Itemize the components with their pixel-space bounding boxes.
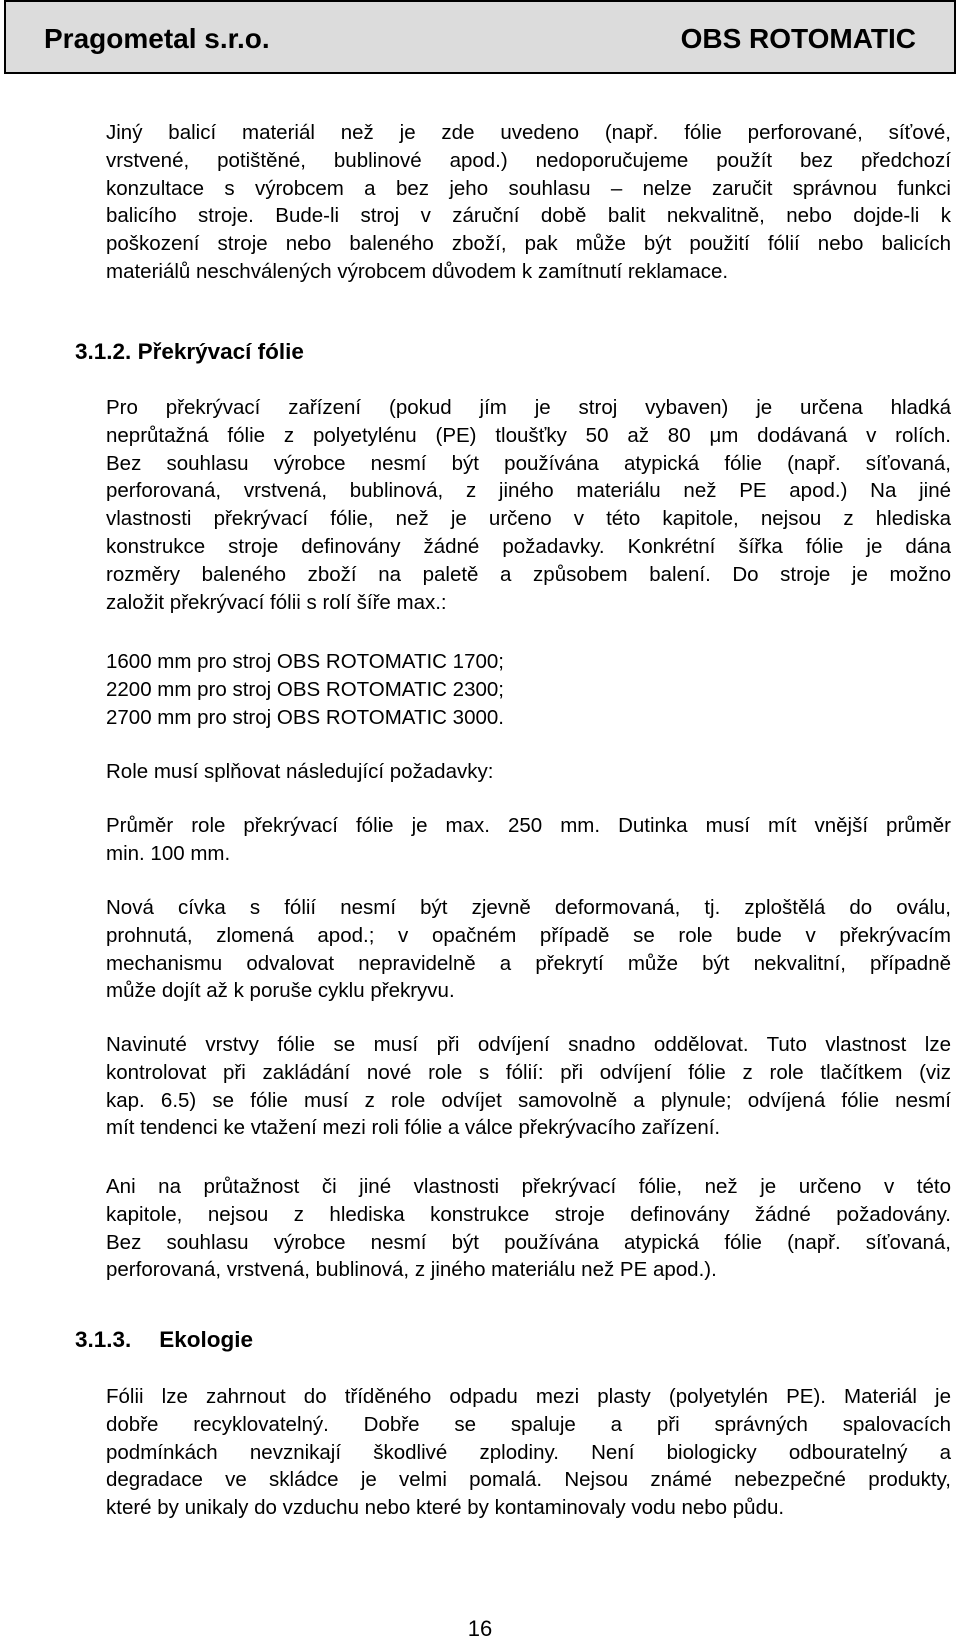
text-line: degradace ve skládce je velmi pomalá. Nejsou známé nebezpečné produkty, [106, 1468, 951, 1492]
text-line: konstrukce stroje definovány žádné požadavky. Konkrétní šířka fólie je dána [106, 534, 951, 558]
text-line: vlastnosti překrývací fólie, než je určeno v této kapitole, nejsou z hlediska [106, 507, 951, 531]
text-line: neprůtažná fólie z polyetylénu (PE) tloušťky 50 až 80 μm dodávaná v rolích. [106, 423, 951, 447]
list-item: 1600 mm pro stroj OBS ROTOMATIC 1700; [106, 650, 504, 673]
paragraph [106, 894, 951, 1005]
text-line: Role musí splňovat následující požadavky: [106, 760, 494, 783]
text-line: vrstvené, potištěné, bublinové apod.) nedoporučujeme použít bez předchozí [106, 148, 951, 172]
section-heading-3-1-2 [75, 338, 304, 366]
section-title: Ekologie [159, 1327, 254, 1352]
paragraph [106, 758, 951, 786]
text-line: rozměry baleného zboží na paletě a způsobem balení. Do stroje je možno [106, 562, 951, 586]
section-number: 3.1.3. [75, 1327, 132, 1352]
text-line: konzultace s výrobcem a bez jeho souhlasu – nelze zaručit správnou funkci [106, 176, 951, 200]
text-line: perforovaná, vrstvená, bublinová, z jiného materiálu než PE apod.) Na jiné [106, 479, 951, 503]
text-line: materiálů neschválených výrobcem důvodem k zamítnutí reklamace. [106, 259, 729, 283]
size-list [106, 648, 951, 731]
list-item: 2200 mm pro stroj OBS ROTOMATIC 2300; [106, 677, 504, 701]
text-line: dobře recyklovatelný. Dobře se spaluje a při správných spalovacích [106, 1412, 951, 1436]
text-line: Nová cívka s fólií nesmí být zjevně deformovaná, tj. zploštělá do oválu, [106, 896, 951, 919]
text-line: založit překrývací fólii s rolí šíře max.: [106, 590, 447, 614]
text-line: které by unikaly do vzduchu nebo které by kontaminovaly vodu nebo půdu. [106, 1496, 785, 1520]
paragraph [106, 812, 951, 868]
text-line: Bez souhlasu výrobce nesmí být používána atypická fólie (např. síťovaná, [106, 1230, 951, 1254]
section-heading-3-1-3 [75, 1326, 253, 1354]
list-item: 2700 mm pro stroj OBS ROTOMATIC 3000. [106, 705, 504, 729]
intro-paragraph [106, 119, 951, 286]
page-header [4, 0, 956, 74]
text-line: Navinuté vrstvy fólie se musí při odvíjení snadno oddělovat. Tuto vlastnost lze [106, 1033, 951, 1056]
text-line: kontrolovat při zakládání nové role s fólií: při odvíjení fólie z role tlačítkem (viz [106, 1060, 951, 1084]
text-line: podmínkách nevznikají škodlivé zplodiny. Není biologicky odbouratelný a [106, 1440, 951, 1464]
paragraph [106, 1031, 951, 1142]
text-line: mít tendenci ke vtažení mezi roli fólie a válce překrývacího zařízení. [106, 1116, 721, 1140]
text-line: perforovaná, vrstvená, bublinová, z jiného materiálu než PE apod.). [106, 1258, 717, 1282]
text-line: Fólii lze zahrnout do tříděného odpadu mezi plasty (polyetylén PE). Materiál je [106, 1385, 951, 1408]
product-name: OBS ROTOMATIC [680, 23, 916, 54]
text-line: Bez souhlasu výrobce nesmí být používána atypická fólie (např. síťovaná, [106, 451, 951, 475]
text-line: kap. 6.5) se fólie musí z role odvíjet samovolně a plynule; odvíjená fólie nesmí [106, 1088, 951, 1112]
text-line: min. 100 mm. [106, 841, 231, 865]
text-line: Průměr role překrývací fólie je max. 250 mm. Dutinka musí mít vnější průměr [106, 814, 951, 837]
text-line: mechanismu odvalovat nepravidelně a překrytí může být nekvalitní, případně [106, 951, 951, 975]
text-line: Pro překrývací zařízení (pokud jím je stroj vybaven) je určena hladká [106, 396, 951, 419]
text-line: kapitole, nejsou z hlediska konstrukce stroje definovány žádné požadovány. [106, 1202, 951, 1226]
page-number: 16 [467, 1616, 493, 1641]
paragraph [106, 1383, 951, 1522]
company-name: Pragometal s.r.o. [44, 23, 270, 54]
paragraph [106, 1173, 951, 1284]
text-line: může dojít až k poruše cyklu překryvu. [106, 979, 455, 1003]
section-number: 3.1.2. [75, 339, 132, 364]
text-line: balicího stroje. Bude-li stroj v záruční době balit nekvalitně, nebo dojde-li k [106, 204, 951, 228]
section-title: Překrývací fólie [137, 339, 304, 364]
text-line: poškození stroje nebo baleného zboží, pak může být použití fólií nebo balicích [106, 232, 951, 256]
paragraph [106, 394, 951, 616]
text-line: prohnutá, zlomená apod.; v opačném případě se role bude v překrývacím [106, 923, 951, 947]
text-line: Jiný balicí materiál než je zde uvedeno (např. fólie perforované, síťové, [106, 121, 951, 144]
text-line: Ani na průtažnost či jiné vlastnosti překrývací fólie, než je určeno v této [106, 1175, 951, 1198]
